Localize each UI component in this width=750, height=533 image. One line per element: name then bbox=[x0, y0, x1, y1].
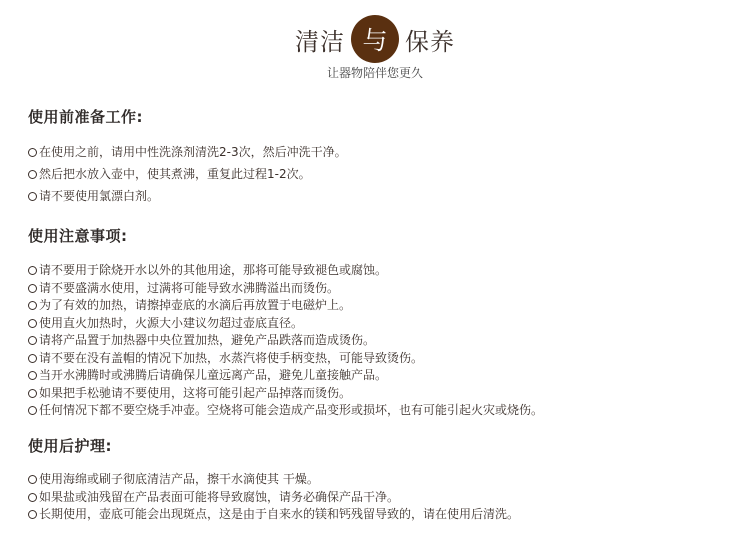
circle-bullet-icon bbox=[28, 319, 37, 328]
circle-bullet-icon bbox=[28, 475, 37, 484]
circle-bullet-icon bbox=[28, 266, 37, 275]
circle-bullet-icon bbox=[28, 192, 37, 201]
circle-bullet-icon bbox=[28, 389, 37, 398]
list-item bbox=[28, 471, 728, 489]
item-list bbox=[28, 262, 728, 420]
subtitle: 让器物陪伴您更久 bbox=[326, 66, 423, 80]
circle-bullet-icon bbox=[28, 371, 37, 380]
circle-bullet-icon bbox=[28, 510, 37, 519]
list-item bbox=[28, 506, 728, 524]
circle-bullet-icon bbox=[28, 354, 37, 363]
list-item bbox=[28, 350, 728, 368]
circle-bullet-icon bbox=[28, 336, 37, 345]
section-heading: 使用前准备工作: bbox=[28, 108, 143, 126]
list-item bbox=[28, 315, 728, 333]
list-item bbox=[28, 141, 728, 163]
title-circle-badge: 与 bbox=[351, 15, 399, 63]
section-aftercare bbox=[28, 435, 728, 524]
item-text: 如果盐或油残留在产品表面可能将导致腐蚀，请务必确保产品干净。 bbox=[39, 489, 400, 504]
title-left: 清洁 bbox=[295, 27, 345, 56]
item-text: 请将产品置于加热器中央位置加热，避免产品跌落而造成烫伤。 bbox=[39, 333, 376, 347]
list-item bbox=[28, 185, 728, 207]
list-item bbox=[28, 385, 728, 403]
list-item bbox=[28, 332, 728, 350]
list-item bbox=[28, 280, 728, 298]
circle-bullet-icon bbox=[28, 284, 37, 293]
header bbox=[0, 16, 750, 86]
circle-bullet-icon bbox=[28, 493, 37, 502]
item-text: 长期使用，壶底可能会出现斑点，这是由于自来水的镁和钙残留导致的，请在使用后清洗。 bbox=[39, 507, 520, 521]
section-heading: 使用注意事项: bbox=[28, 227, 128, 245]
item-text: 请不要在没有盖帽的情况下加热，水蒸汽将使手柄变热，可能导致烫伤。 bbox=[39, 350, 424, 365]
title-right: 保养 bbox=[405, 27, 455, 56]
item-text: 请不要使用氯漂白剂。 bbox=[39, 189, 160, 203]
list-item bbox=[28, 367, 728, 385]
circle-bullet-icon bbox=[28, 170, 37, 179]
circle-bullet-icon bbox=[28, 148, 37, 157]
item-text: 然后把水放入壶中，使其煮沸，重复此过程1-2次。 bbox=[39, 167, 311, 181]
circle-bullet-icon bbox=[28, 301, 37, 310]
item-text: 在使用之前，请用中性洗涤剂清洗2-3次，然后冲洗干净。 bbox=[39, 145, 347, 159]
list-item bbox=[28, 262, 728, 280]
item-text: 为了有效的加热，请擦掉壶底的水滴后再放置于电磁炉上。 bbox=[39, 298, 352, 312]
item-text: 使用直火加热时，火源大小建议勿超过壶底直径。 bbox=[39, 315, 304, 330]
section-cautions bbox=[28, 225, 728, 420]
circle-bullet-icon bbox=[28, 406, 37, 415]
list-item bbox=[28, 163, 728, 185]
item-text: 使用海绵或刷子彻底清洁产品，擦干水滴使其 干燥。 bbox=[39, 472, 319, 486]
item-text: 请不要盛满水使用，过满将可能导致水沸腾溢出而烫伤。 bbox=[39, 280, 340, 295]
list-item bbox=[28, 402, 728, 420]
item-text: 当开水沸腾时或沸腾后请确保儿童远离产品，避免儿童接触产品。 bbox=[39, 368, 388, 382]
item-list bbox=[28, 141, 728, 207]
section-heading: 使用后护理: bbox=[28, 437, 112, 455]
list-item bbox=[28, 297, 728, 315]
item-text: 任何情况下都不要空烧手冲壶。空烧将可能会造成产品变形或损坏，也有可能引起火灾或烧伤。 bbox=[39, 403, 544, 417]
item-text: 如果把手松驰请不要使用，这将可能引起产品掉落而烫伤。 bbox=[39, 385, 352, 400]
section-preparation bbox=[28, 106, 728, 207]
item-text: 请不要用于除烧开水以外的其他用途，那将可能导致褪色或腐蚀。 bbox=[39, 263, 388, 277]
title bbox=[0, 16, 750, 62]
item-list bbox=[28, 471, 728, 524]
list-item bbox=[28, 489, 728, 507]
